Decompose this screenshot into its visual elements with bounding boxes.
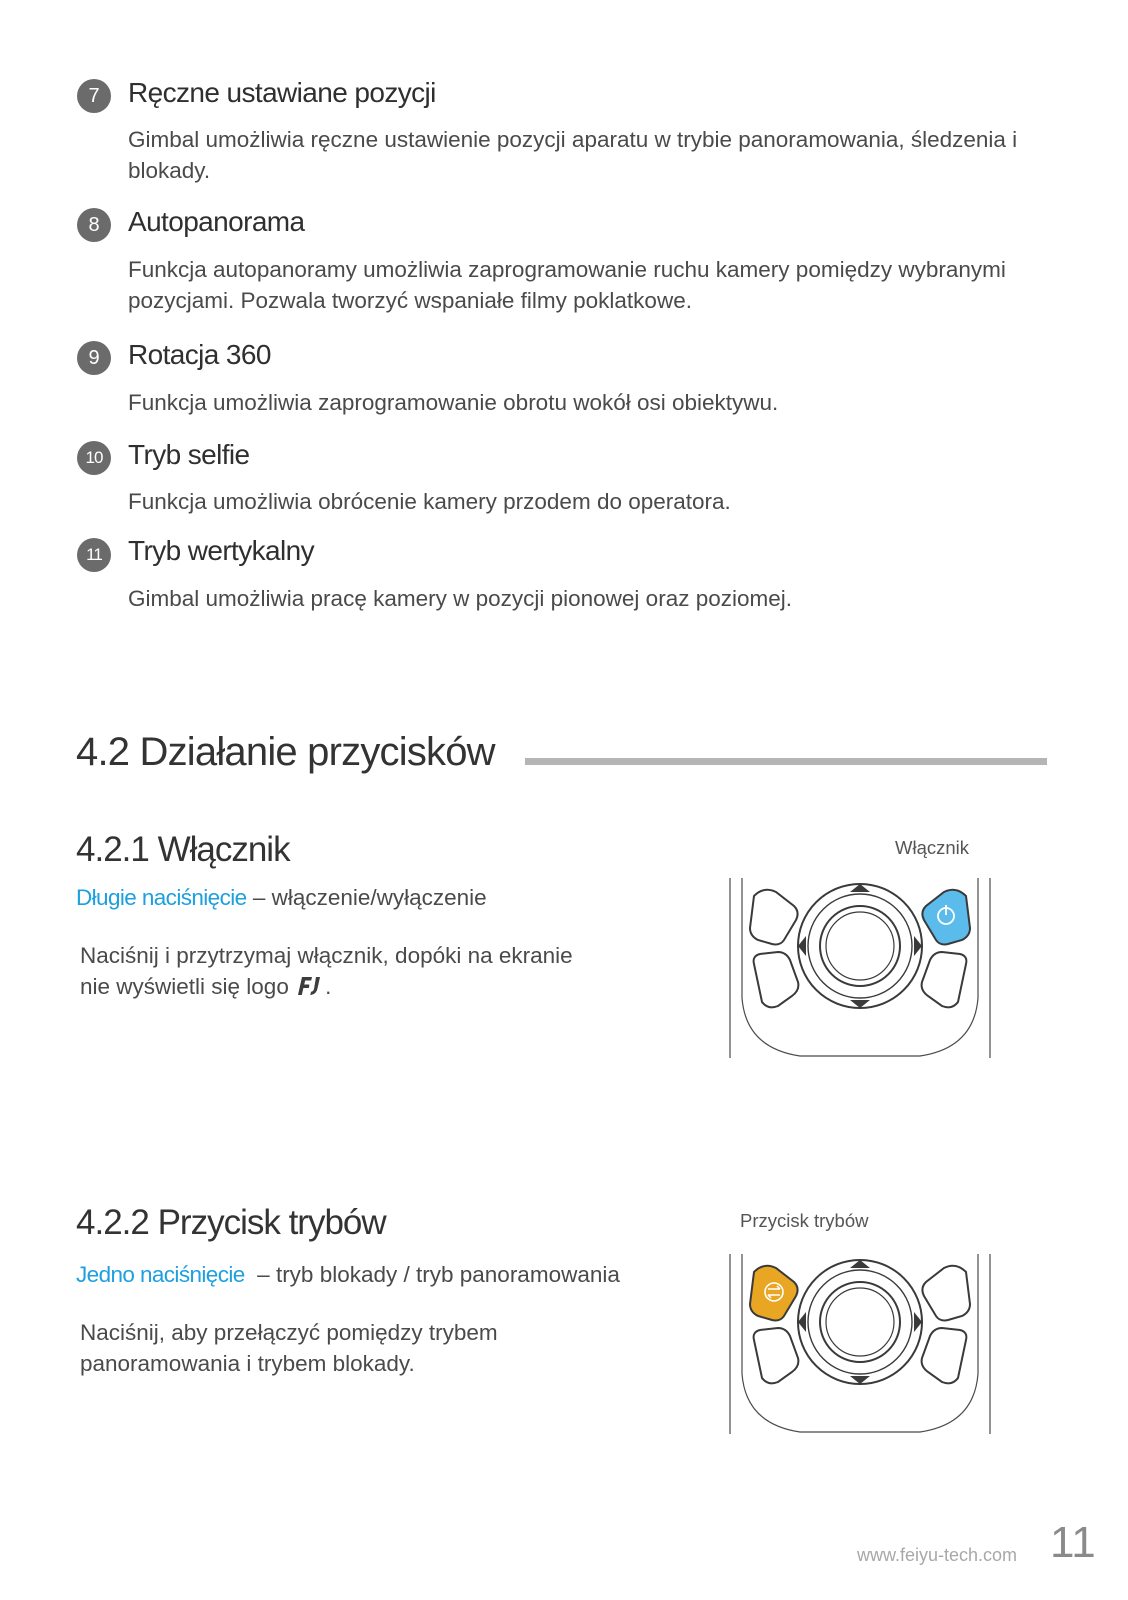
- power-instructions-line2: [80, 971, 680, 1002]
- feature-number-7: 7: [77, 79, 111, 113]
- footer-website: www.feiyu-tech.com: [857, 1545, 1018, 1565]
- feiyu-logo-icon: [295, 975, 325, 997]
- power-instructions: [80, 940, 680, 1002]
- section-title: 4.2 Działanie przycisków: [76, 730, 495, 774]
- power-button-caption: Włącznik: [895, 837, 970, 858]
- feature-description-10: Funkcja umożliwia obrócenie kamery przodem do operatora.: [128, 489, 731, 514]
- power-press-line: [76, 885, 487, 911]
- mode-press-action: – tryb blokady / tryb panoramowania: [244, 1262, 620, 1287]
- mode-press-label: Jedno naciśnięcie: [76, 1262, 245, 1287]
- power-press-action: – włączenie/wyłączenie: [246, 885, 487, 910]
- power-press-label: Długie naciśnięcie: [76, 885, 247, 910]
- top-right-button: [922, 1266, 970, 1321]
- feature-title-10: Tryb selfie: [128, 439, 250, 470]
- power-instructions-line1: Naciśnij i przytrzymaj włącznik, dopóki na ekranie: [80, 943, 573, 968]
- power-button: [922, 890, 970, 945]
- bottom-left-button: [754, 952, 799, 1007]
- section-divider: [525, 758, 1047, 765]
- mode-instructions: [80, 1317, 680, 1379]
- power-instructions-end: .: [325, 974, 332, 999]
- controller-power-illustration: [720, 878, 1000, 1058]
- feature-number-10: 10: [77, 441, 111, 475]
- top-left-button: [750, 890, 798, 945]
- bottom-left-button: [754, 1328, 799, 1383]
- feature-title-7: Ręczne ustawiane pozycji: [128, 77, 436, 108]
- feature-title-9: Rotacja 360: [128, 339, 271, 370]
- feature-description-7: Gimbal umożliwia ręczne ustawienie pozycji aparatu w trybie panoramowania, śledzenia i blokady.: [128, 127, 1018, 183]
- controller-mode-illustration: [720, 1254, 1000, 1434]
- mode-button-heading: 4.2.2 Przycisk trybów: [76, 1203, 386, 1242]
- feature-number-9: 9: [77, 341, 111, 375]
- mode-button-caption: Przycisk trybów: [740, 1210, 869, 1231]
- bottom-right-button: [922, 1328, 967, 1383]
- power-instructions-text: nie wyświetli się logo: [80, 974, 289, 999]
- feature-title-8: Autopanorama: [128, 206, 305, 237]
- feature-description-11: Gimbal umożliwia pracę kamery w pozycji pionowej oraz poziomej.: [128, 586, 793, 611]
- feature-title-11: Tryb wertykalny: [128, 535, 315, 566]
- mode-instructions-line1: Naciśnij, aby przełączyć pomiędzy trybem: [80, 1320, 498, 1345]
- feature-description-8: Funkcja autopanoramy umożliwia zaprogramowanie ruchu kamery pomiędzy wybranymi pozycjami. Pozwala tworzyć wspaniałe filmy poklatkowe.: [128, 257, 1006, 313]
- joystick-knob: [820, 1282, 900, 1362]
- bottom-right-button: [922, 952, 967, 1007]
- joystick-knob: [820, 906, 900, 986]
- feature-number-8: 8: [77, 208, 111, 242]
- feature-description-9: Funkcja umożliwia zaprogramowanie obrotu wokół osi obiektywu.: [128, 390, 779, 415]
- page-number: 11: [1050, 1518, 1096, 1567]
- power-button-heading: 4.2.1 Włącznik: [76, 830, 290, 869]
- mode-button: [750, 1266, 798, 1321]
- mode-instructions-line2: panoramowania i trybem blokady.: [80, 1351, 415, 1376]
- feature-number-11: 11: [77, 538, 111, 572]
- mode-press-line: [76, 1262, 620, 1288]
